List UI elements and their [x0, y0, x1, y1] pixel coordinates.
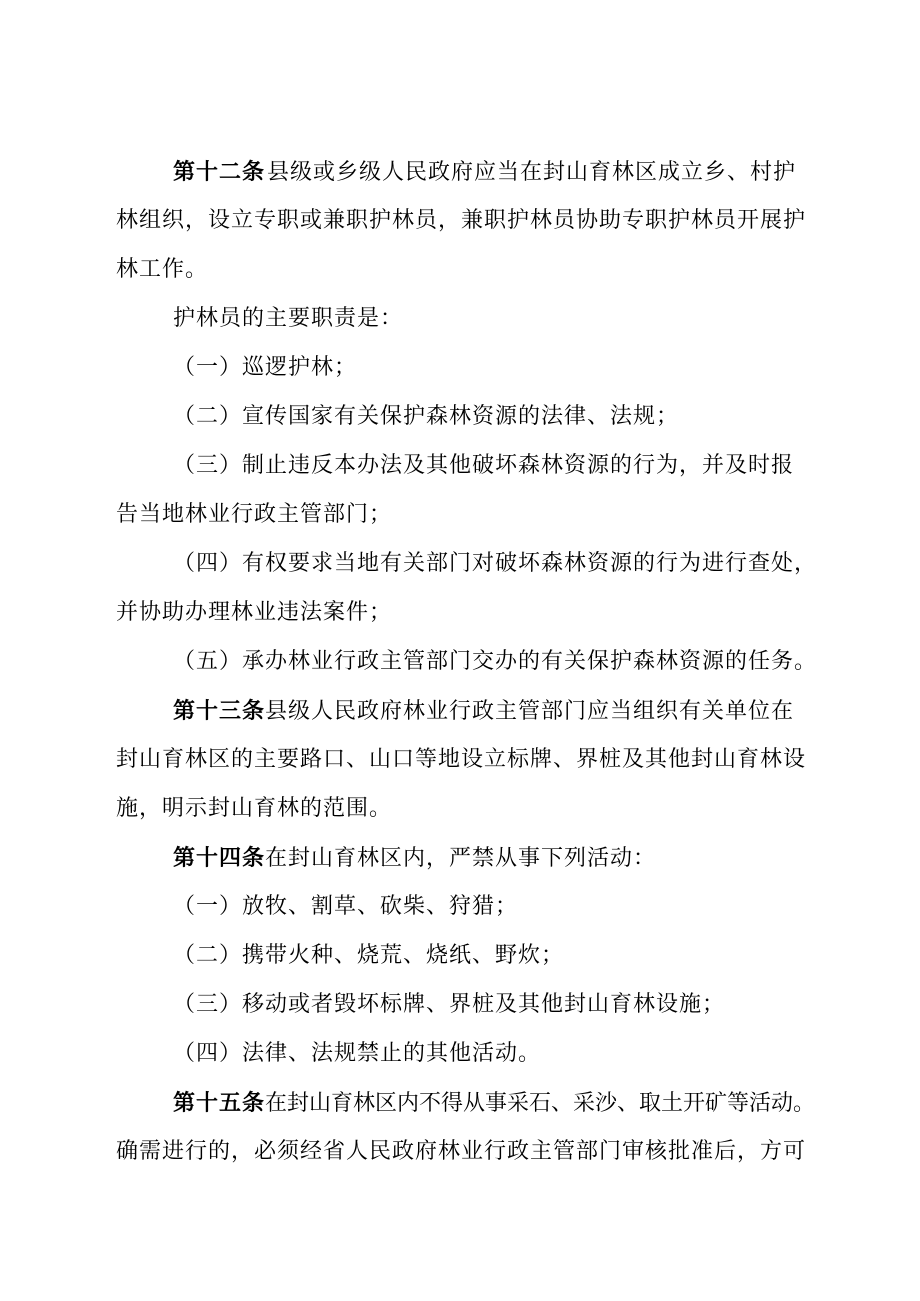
duties-intro-row	[0, 302, 920, 336]
article-14-text-line-1: 在封山育林区内，严禁从事下列活动：	[265, 846, 657, 871]
article-13-first-line	[0, 694, 920, 728]
article-13-text-line-3: 施，明示封山育林的范围。	[116, 796, 393, 821]
prohibited-item-3-row	[0, 988, 920, 1022]
prohibited-item-4: （四）法律、法规禁止的其他活动。	[173, 1041, 542, 1066]
duty-item-1-row	[0, 351, 920, 385]
article-15-text-line-1: 在封山育林区内不得从事采石、采沙、取土开矿等活动。	[265, 1091, 816, 1116]
prohibited-item-2-row	[0, 939, 920, 973]
duty-item-4-line-2: 并协助办理林业违法案件；	[116, 600, 393, 625]
duty-item-3-row-2	[0, 498, 920, 532]
prohibited-item-3: （三）移动或者毁坏标牌、界桩及其他封山育林设施；	[173, 992, 726, 1017]
article-15-first-line	[0, 1086, 920, 1120]
duty-item-2-row	[0, 400, 920, 434]
article-12-text-line-3: 林工作。	[116, 257, 209, 282]
article-13-line-2-row	[0, 743, 920, 777]
article-12-text-line-2: 林组织，设立专职或兼职护林员，兼职护林员协助专职护林员开展护	[116, 208, 807, 233]
prohibited-item-1: （一）放牧、割草、砍柴、狩猎；	[173, 894, 519, 919]
article-12-text-line-1: 县级或乡级人民政府应当在封山育林区成立乡、村护	[267, 160, 797, 185]
duty-item-3-line-1: （三）制止违反本办法及其他破坏森林资源的行为，并及时报	[173, 453, 795, 478]
article-14-heading: 第十四条	[173, 845, 266, 871]
duty-item-4-row-1	[0, 547, 920, 581]
duty-item-4-line-1: （四）有权要求当地有关部门对破坏森林资源的行为进行查处，	[173, 551, 818, 576]
prohibited-item-1-row	[0, 890, 920, 924]
duty-item-3-line-2: 告当地林业行政主管部门；	[116, 502, 393, 527]
article-13-heading: 第十三条	[173, 698, 266, 724]
article-12-heading: 第十二条	[173, 159, 266, 185]
duty-item-4-row-2	[0, 596, 920, 630]
article-12-line-3-row	[0, 253, 920, 287]
article-13-line-3-row	[0, 792, 920, 826]
duty-item-5: （五）承办林业行政主管部门交办的有关保护森林资源的任务。	[173, 649, 818, 674]
article-14-first-line	[0, 841, 920, 875]
duties-intro: 护林员的主要职责是：	[173, 306, 404, 331]
prohibited-item-2: （二）携带火种、烧荒、烧纸、野炊；	[173, 943, 565, 968]
duty-item-3-row-1	[0, 449, 920, 483]
duty-item-1: （一）巡逻护林；	[173, 355, 358, 380]
article-12-first-line	[0, 155, 920, 189]
article-15-heading: 第十五条	[173, 1090, 266, 1116]
duty-item-2: （二）宣传国家有关保护森林资源的法律、法规；	[173, 404, 680, 429]
article-13-text-line-1: 县级人民政府林业行政主管部门应当组织有关单位在	[265, 699, 795, 724]
duty-item-5-row	[0, 645, 920, 679]
article-12-line-2-row	[0, 204, 920, 238]
article-15-text-line-2: 确需进行的，必须经省人民政府林业行政主管部门审核批准后，方可	[116, 1139, 807, 1164]
prohibited-item-4-row	[0, 1037, 920, 1071]
article-13-text-line-2: 封山育林区的主要路口、山口等地设立标牌、界桩及其他封山育林设	[116, 747, 807, 772]
article-15-line-2-row	[0, 1135, 920, 1169]
